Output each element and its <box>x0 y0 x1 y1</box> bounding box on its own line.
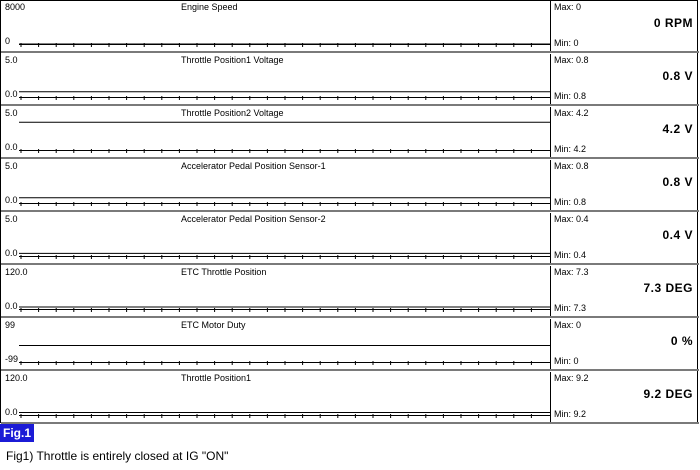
graph-plot-area <box>1 54 551 104</box>
max-readout: Max: 7.3 <box>554 267 589 277</box>
graph-row <box>1 1 699 53</box>
y-axis-min-label: 0.0 <box>5 407 18 417</box>
min-readout: Min: 9.2 <box>554 409 587 419</box>
y-axis-min-label: 0.0 <box>5 301 18 311</box>
graph-title: Accelerator Pedal Position Sensor-2 <box>181 214 326 224</box>
value-readout <box>551 319 699 369</box>
value-readout <box>551 372 699 422</box>
value-readout <box>551 1 699 51</box>
graph-row <box>1 372 699 424</box>
y-axis-min-label: 0.0 <box>5 195 18 205</box>
graph-row <box>1 107 699 159</box>
graph-title: Throttle Position1 <box>181 373 252 383</box>
min-readout: Min: 7.3 <box>554 303 587 313</box>
current-value: 0 % <box>670 334 693 348</box>
y-axis-min-label: 0 <box>5 36 11 46</box>
current-value: 9.2 DEG <box>643 387 693 401</box>
current-value: 0.8 V <box>662 69 693 83</box>
graph-plot-area <box>1 266 551 316</box>
max-readout: Max: 0.8 <box>554 55 589 65</box>
graph-plot-area <box>1 107 551 157</box>
y-axis-max-label: 5.0 <box>5 214 18 224</box>
graph-title: Throttle Position1 Voltage <box>181 55 284 65</box>
y-axis-min-label: 0.0 <box>5 248 18 258</box>
current-value: 0 RPM <box>653 16 693 30</box>
value-readout <box>551 107 699 157</box>
graph-trace-svg <box>1 319 550 369</box>
y-axis-min-label: -99 <box>5 354 19 364</box>
max-readout: Max: 0 <box>554 320 582 330</box>
graph-trace-svg <box>1 372 550 422</box>
current-value: 4.2 V <box>662 122 693 136</box>
graph-title: ETC Throttle Position <box>181 267 267 277</box>
value-readout <box>551 266 699 316</box>
current-value: 0.8 V <box>662 175 693 189</box>
graph-row <box>1 319 699 371</box>
figure-badge: Fig.1 <box>0 424 34 442</box>
max-readout: Max: 4.2 <box>554 108 589 118</box>
y-axis-max-label: 8000 <box>5 2 26 12</box>
graph-row <box>1 213 699 265</box>
max-readout: Max: 0.8 <box>554 161 589 171</box>
y-axis-max-label: 120.0 <box>5 267 28 277</box>
graph-row <box>1 160 699 212</box>
max-readout: Max: 0 <box>554 2 582 12</box>
y-axis-max-label: 120.0 <box>5 373 28 383</box>
y-axis-max-label: 5.0 <box>5 108 18 118</box>
graph-row <box>1 266 699 318</box>
value-readout <box>551 160 699 210</box>
graph-title: ETC Motor Duty <box>181 320 246 330</box>
max-readout: Max: 0.4 <box>554 214 589 224</box>
graph-trace-svg <box>1 1 550 51</box>
y-axis-max-label: 99 <box>5 320 16 330</box>
min-readout: Min: 0.8 <box>554 91 587 101</box>
y-axis-min-label: 0.0 <box>5 142 18 152</box>
graph-plot-area <box>1 372 551 422</box>
min-readout: Min: 0 <box>554 356 579 366</box>
y-axis-max-label: 5.0 <box>5 161 18 171</box>
max-readout: Max: 9.2 <box>554 373 589 383</box>
graph-title: Engine Speed <box>181 2 238 12</box>
graph-plot-area <box>1 319 551 369</box>
graph-plot-area <box>1 160 551 210</box>
graph-row <box>1 54 699 106</box>
graph-plot-area <box>1 1 551 51</box>
min-readout: Min: 0.8 <box>554 197 587 207</box>
graph-title: Accelerator Pedal Position Sensor-1 <box>181 161 326 171</box>
value-readout <box>551 213 699 263</box>
min-readout: Min: 0 <box>554 38 579 48</box>
min-readout: Min: 0.4 <box>554 250 587 260</box>
value-readout <box>551 54 699 104</box>
min-readout: Min: 4.2 <box>554 144 587 154</box>
current-value: 0.4 V <box>662 228 693 242</box>
figure-caption: Fig1) Throttle is entirely closed at IG "ON" <box>6 449 229 463</box>
current-value: 7.3 DEG <box>643 281 693 295</box>
y-axis-min-label: 0.0 <box>5 89 18 99</box>
graph-title: Throttle Position2 Voltage <box>181 108 284 118</box>
graph-plot-area <box>1 213 551 263</box>
graph-trace-svg <box>1 266 550 316</box>
y-axis-max-label: 5.0 <box>5 55 18 65</box>
